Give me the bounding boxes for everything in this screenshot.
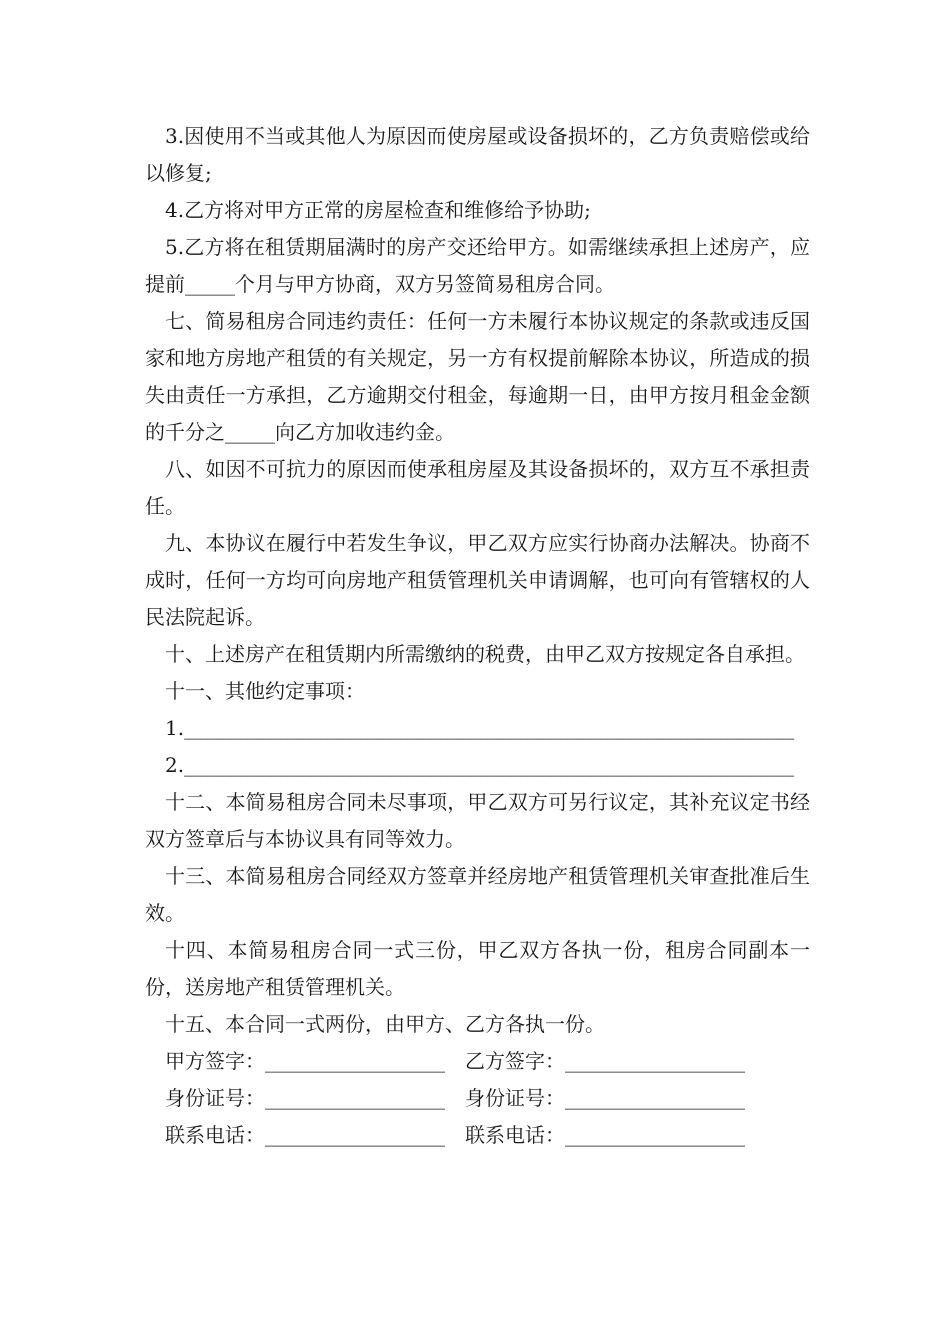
party-b-signature: 乙方签字：__________________	[465, 1049, 745, 1073]
phone-row	[145, 1117, 810, 1154]
signature-row	[145, 1043, 810, 1080]
contract-body	[145, 118, 810, 1154]
clause-8-force-majeure: 八、如因不可抗力的原因而使承租房屋及其设备损坏的，双方互不承担责任。	[145, 457, 810, 518]
clause-7-breach: 七、简易租房合同违约责任：任何一方未履行本协议规定的条款或违反国家和地方房地产租赁的有关规定，另一方有权提前解除本协议，所造成的损失由责任一方承担，乙方逾期交付租金，每逾期一日，由甲方按月租金金额的千分之_____向乙方加收违约金。	[145, 309, 810, 444]
party-b-phone: 联系电话：__________________	[465, 1123, 745, 1147]
clause-item-5: 5.乙方将在租赁期届满时的房产交还给甲方。如需继续承担上述房产，应提前_____个月与甲方协商，双方另签简易租房合同。	[145, 235, 810, 296]
clause-15-copies: 十五、本合同一式两份，由甲方、乙方各执一份。	[165, 1012, 605, 1036]
id-number-row	[145, 1080, 810, 1117]
clause-item-3: 3.因使用不当或其他人为原因而使房屋或设备损坏的，乙方负责赔偿或给以修复;	[145, 124, 810, 185]
clause-13-effective: 十三、本简易租房合同经双方签章并经房地产租赁管理机关审查批准后生效。	[145, 864, 810, 925]
other-terms-line-2: 2._____________________________________________________________	[165, 753, 795, 777]
clause-10-taxes: 十、上述房产在租赁期内所需缴纳的税费，由甲乙双方按规定各自承担。	[165, 642, 805, 666]
clause-12-supplement: 十二、本简易租房合同未尽事项，甲乙双方可另行议定，其补充议定书经双方签章后与本协议具有同等效力。	[145, 790, 810, 851]
party-a-signature: 甲方签字：__________________	[165, 1049, 445, 1073]
other-terms-line-1: 1._____________________________________________________________	[165, 716, 795, 740]
clause-14-copies: 十四、本简易租房合同一式三份，甲乙双方各执一份，租房合同副本一份，送房地产租赁管理机关。	[145, 938, 810, 999]
party-b-id-number: 身份证号：__________________	[465, 1086, 745, 1110]
party-a-id-number: 身份证号：__________________	[165, 1086, 445, 1110]
clause-9-disputes: 九、本协议在履行中若发生争议，甲乙双方应实行协商办法解决。协商不成时，任何一方均可向房地产租赁管理机关申请调解，也可向有管辖权的人民法院起诉。	[145, 531, 810, 629]
party-a-phone: 联系电话：__________________	[165, 1123, 445, 1147]
clause-item-4: 4.乙方将对甲方正常的房屋检查和维修给予协助;	[165, 198, 591, 222]
clause-11-other-terms: 十一、其他约定事项：	[165, 679, 365, 703]
